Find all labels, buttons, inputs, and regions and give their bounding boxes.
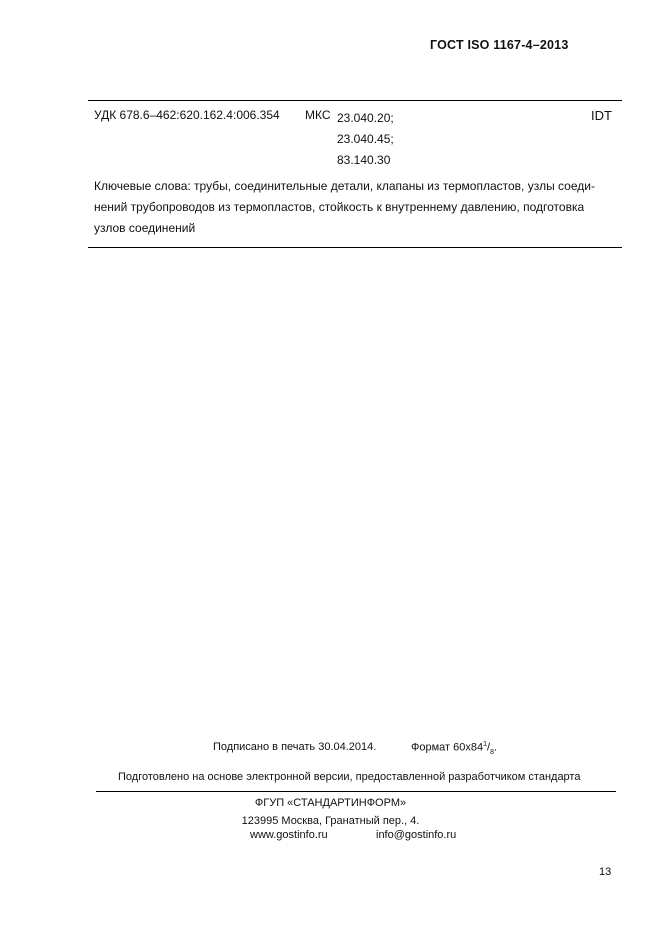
- mks-codes: [337, 108, 394, 171]
- publisher-website: www.gostinfo.ru: [250, 829, 328, 841]
- keywords-line: Ключевые слова: трубы, соединительные детали, клапаны из термопластов, узлы соеди-: [94, 179, 595, 193]
- equivalence-degree: IDT: [591, 108, 612, 123]
- standard-code: ГОСТ ISO 1167-4–2013: [430, 38, 569, 52]
- format-prefix: Формат 60x84: [411, 741, 484, 754]
- bottom-divider: [88, 247, 622, 248]
- mks-label: МКС: [305, 108, 331, 122]
- udk-code: УДК 678.6–462:620.162.4:006.354: [94, 108, 280, 122]
- publisher-divider: [96, 791, 616, 792]
- keywords-block: [94, 176, 616, 239]
- mks-code: 23.040.20;: [337, 111, 394, 125]
- publisher-email: info@gostinfo.ru: [376, 829, 457, 841]
- format-suffix: .: [493, 741, 498, 754]
- mks-code: 83.140.30: [337, 153, 391, 167]
- top-divider: [88, 100, 622, 101]
- mks-code: 23.040.45;: [337, 132, 394, 146]
- format-numerator: 1: [483, 741, 488, 748]
- prepared-note: Подготовлено на основе электронной версии, предоставленной разработчиком стандарта: [118, 771, 581, 783]
- publisher-address: 123995 Москва, Гранатный пер., 4.: [241, 815, 420, 827]
- format-denominator: 8: [490, 748, 494, 756]
- signed-for-print: Подписано в печать 30.04.2014.: [213, 741, 377, 753]
- keywords-line: узлов соединений: [94, 221, 196, 235]
- keywords-line: нений трубопроводов из термопластов, стойкость к внутреннему давлению, подготовка: [94, 200, 585, 214]
- publisher-name: ФГУП «СТАНДАРТИНФОРМ»: [254, 797, 407, 809]
- paper-format: Формат $60x84^1/_8$.: [411, 741, 498, 756]
- page-number: 13: [599, 866, 612, 878]
